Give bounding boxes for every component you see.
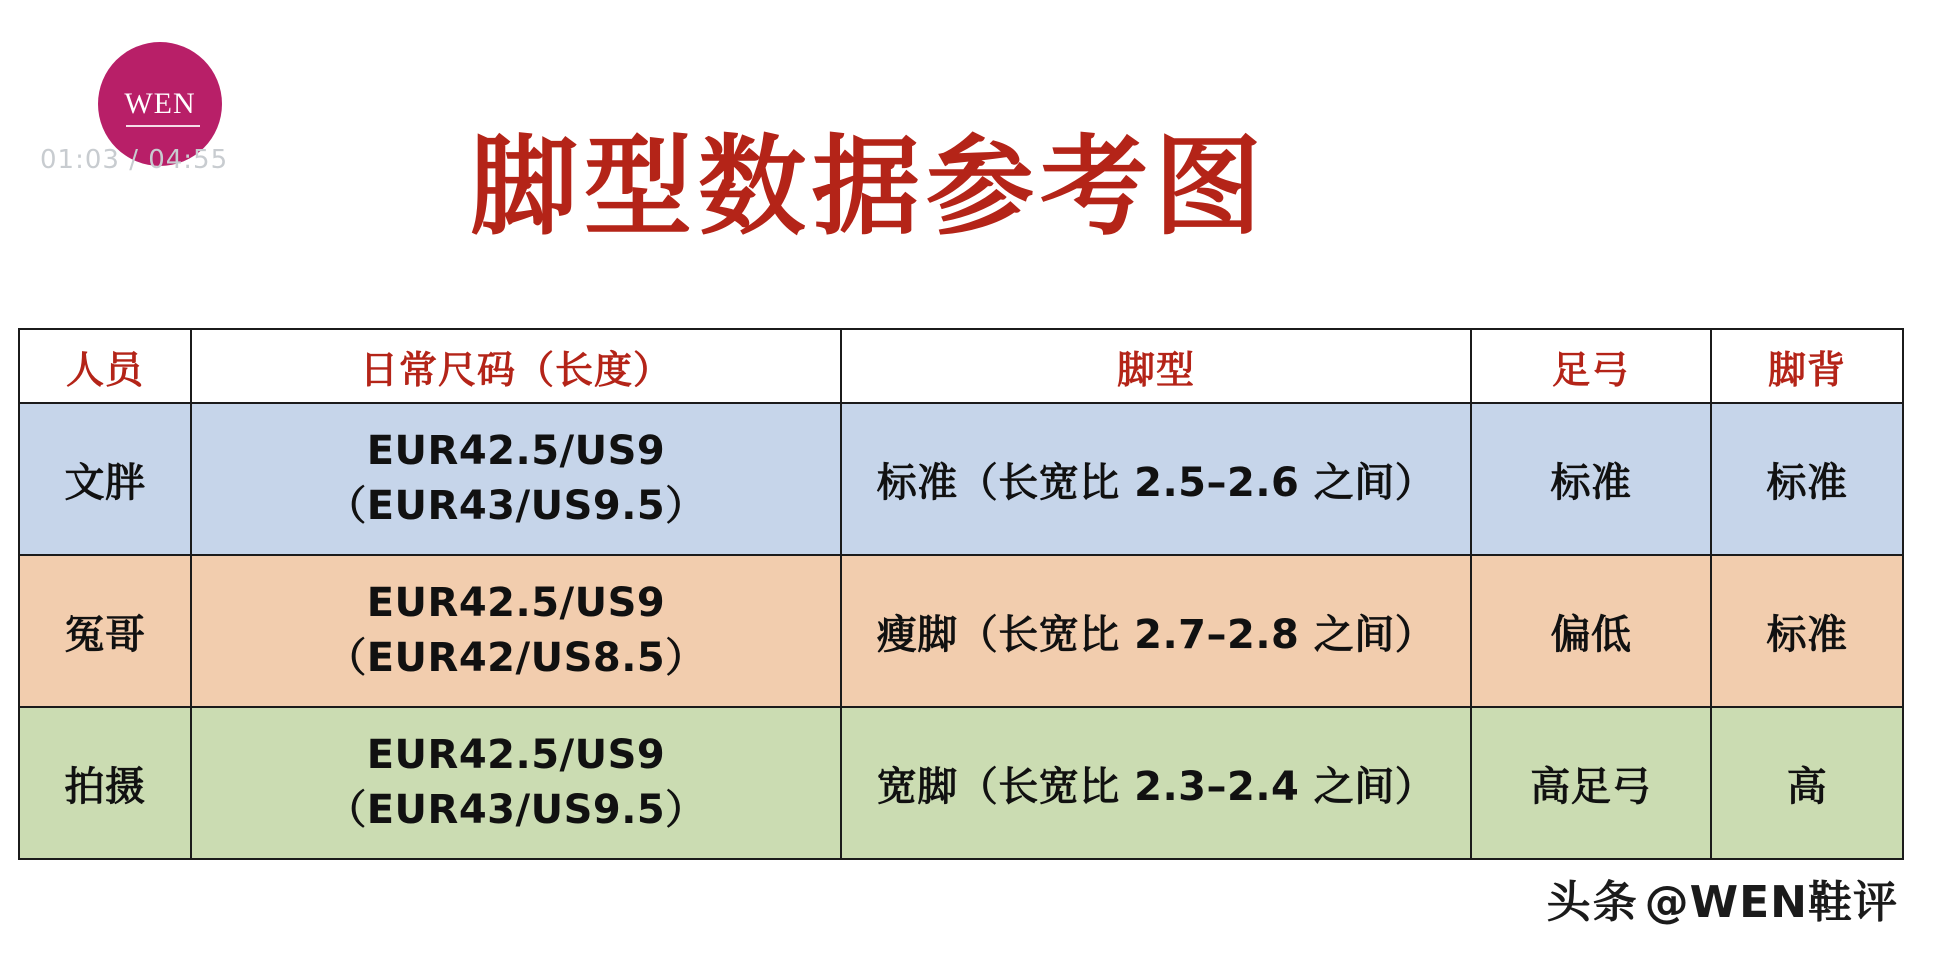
foot-data-table <box>18 328 1904 860</box>
logo-text: WEN <box>124 87 196 120</box>
cell-person: 文胖 <box>19 403 191 555</box>
column-header-foot-shape: 脚型 <box>841 329 1471 403</box>
column-header-instep: 脚背 <box>1711 329 1903 403</box>
platform-label: 头条 <box>1546 878 1639 927</box>
cell-instep: 高 <box>1711 707 1903 859</box>
cell-person: 拍摄 <box>19 707 191 859</box>
table-body <box>19 403 1903 859</box>
cell-size: EUR42.5/US9（EUR43/US9.5） <box>191 403 841 555</box>
cell-person: 冤哥 <box>19 555 191 707</box>
foot-data-table-wrapper <box>18 328 1902 860</box>
watermark <box>1547 866 1898 930</box>
video-timestamp: 01:03 / 04:55 <box>40 145 229 175</box>
table-header <box>19 329 1903 403</box>
cell-arch: 高足弓 <box>1471 707 1711 859</box>
column-header-person: 人员 <box>19 329 191 403</box>
account-handle: @WEN鞋评 <box>1644 877 1898 928</box>
page-header <box>0 0 1938 251</box>
column-header-arch: 足弓 <box>1471 329 1711 403</box>
cell-arch: 标准 <box>1471 403 1711 555</box>
cell-arch: 偏低 <box>1471 555 1711 707</box>
cell-size: EUR42.5/US9（EUR43/US9.5） <box>191 707 841 859</box>
cell-foot-shape: 瘦脚（长宽比 2.7–2.8 之间） <box>841 555 1471 707</box>
cell-foot-shape: 标准（长宽比 2.5–2.6 之间） <box>841 403 1471 555</box>
table-header-row <box>19 329 1903 403</box>
table-row <box>19 555 1903 707</box>
column-header-size: 日常尺码（长度） <box>191 329 841 403</box>
cell-instep: 标准 <box>1711 555 1903 707</box>
cell-instep: 标准 <box>1711 403 1903 555</box>
cell-size: EUR42.5/US9（EUR42/US8.5） <box>191 555 841 707</box>
cell-foot-shape: 宽脚（长宽比 2.3–2.4 之间） <box>841 707 1471 859</box>
table-row <box>19 707 1903 859</box>
page-title: 脚型数据参考图 <box>470 125 1269 251</box>
table-row <box>19 403 1903 555</box>
